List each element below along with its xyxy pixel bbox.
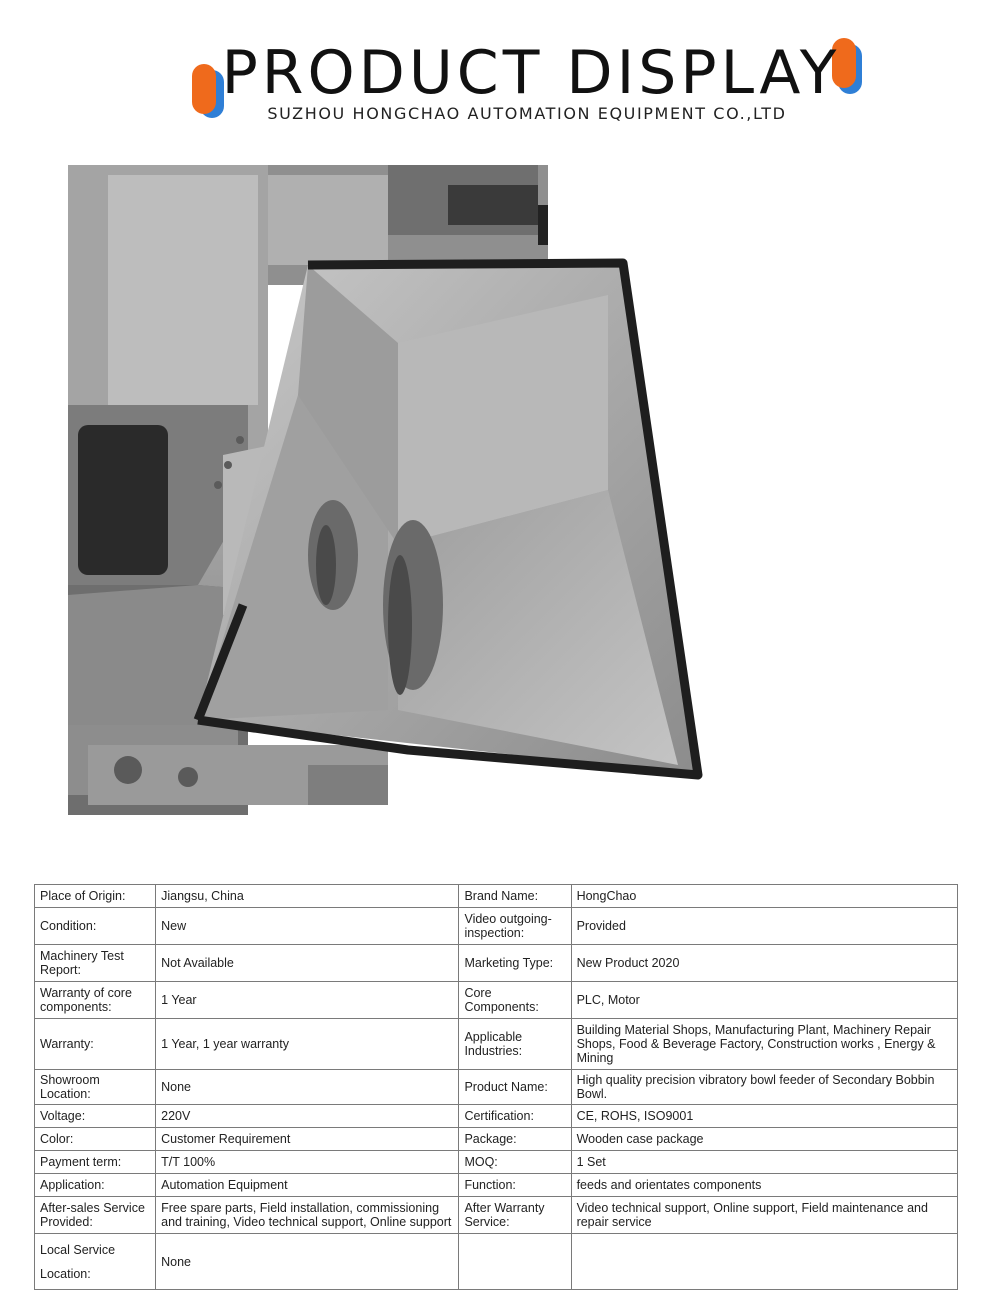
spec-value: Building Material Shops, Manufacturing Plant, Machinery Repair Shops, Food & Beverage Factory, Construction works , Energy & Mining: [571, 1019, 957, 1070]
spec-label: Voltage:: [35, 1105, 156, 1128]
table-row: [35, 908, 958, 945]
spec-value: Free spare parts, Field installation, commissioning and training, Video technical support, Online support: [156, 1197, 459, 1234]
spec-label: MOQ:: [459, 1151, 571, 1174]
spec-value: feeds and orientates components: [571, 1174, 957, 1197]
spec-value: Not Available: [156, 945, 459, 982]
spec-value: High quality precision vibratory bowl feeder of Secondary Bobbin Bowl.: [571, 1070, 957, 1105]
spec-label: Function:: [459, 1174, 571, 1197]
spec-table: [34, 884, 958, 1290]
hopper-bowl: [198, 263, 698, 775]
spec-label: Machinery Test Report:: [35, 945, 156, 982]
spec-label: Brand Name:: [459, 885, 571, 908]
product-photo: [68, 165, 908, 855]
table-row: [35, 1105, 958, 1128]
spec-value: Customer Requirement: [156, 1128, 459, 1151]
table-row: [35, 945, 958, 982]
company-subtitle: SUZHOU HONGCHAO AUTOMATION EQUIPMENT CO.,LTD: [267, 104, 787, 123]
spec-label: Package:: [459, 1128, 571, 1151]
spec-label: Warranty of core components:: [35, 982, 156, 1019]
spec-label: Application:: [35, 1174, 156, 1197]
spec-value: 220V: [156, 1105, 459, 1128]
spec-value: New: [156, 908, 459, 945]
spec-value: [571, 1234, 957, 1290]
spec-value: Automation Equipment: [156, 1174, 459, 1197]
spec-label: Product Name:: [459, 1070, 571, 1105]
table-row: [35, 1234, 958, 1290]
page-header: [0, 0, 1000, 140]
table-row: [35, 1019, 958, 1070]
spec-label: Local Service Location:: [35, 1234, 156, 1290]
spec-value: New Product 2020: [571, 945, 957, 982]
spec-value: T/T 100%: [156, 1151, 459, 1174]
spec-label: Marketing Type:: [459, 945, 571, 982]
spec-label: Certification:: [459, 1105, 571, 1128]
spec-value: Video technical support, Online support, Field maintenance and repair service: [571, 1197, 957, 1234]
spec-label: Core Components:: [459, 982, 571, 1019]
table-row: [35, 982, 958, 1019]
spec-value: 1 Year, 1 year warranty: [156, 1019, 459, 1070]
spec-label: Video outgoing-inspection:: [459, 908, 571, 945]
page-title: PRODUCT DISPLAY: [221, 38, 841, 108]
spec-value: 1 Year: [156, 982, 459, 1019]
spec-label: Applicable Industries:: [459, 1019, 571, 1070]
spec-value: 1 Set: [571, 1151, 957, 1174]
spec-label: [459, 1234, 571, 1290]
spec-label: Showroom Location:: [35, 1070, 156, 1105]
spec-value: CE, ROHS, ISO9001: [571, 1105, 957, 1128]
table-row: [35, 1128, 958, 1151]
spec-label: Place of Origin:: [35, 885, 156, 908]
spec-label: Payment term:: [35, 1151, 156, 1174]
spec-value: None: [156, 1234, 459, 1290]
spec-value: None: [156, 1070, 459, 1105]
spec-value: Wooden case package: [571, 1128, 957, 1151]
spec-value: Jiangsu, China: [156, 885, 459, 908]
machine-base: [308, 765, 388, 805]
spec-label: After-sales Service Provided:: [35, 1197, 156, 1234]
spec-value: Provided: [571, 908, 957, 945]
spec-label: Warranty:: [35, 1019, 156, 1070]
table-row: [35, 1174, 958, 1197]
table-row: [35, 1151, 958, 1174]
spec-label: Condition:: [35, 908, 156, 945]
spec-label: Color:: [35, 1128, 156, 1151]
table-row: [35, 1197, 958, 1234]
table-row: [35, 1070, 958, 1105]
spec-value: PLC, Motor: [571, 982, 957, 1019]
spec-value: HongChao: [571, 885, 957, 908]
spec-label: After Warranty Service:: [459, 1197, 571, 1234]
table-row: [35, 885, 958, 908]
